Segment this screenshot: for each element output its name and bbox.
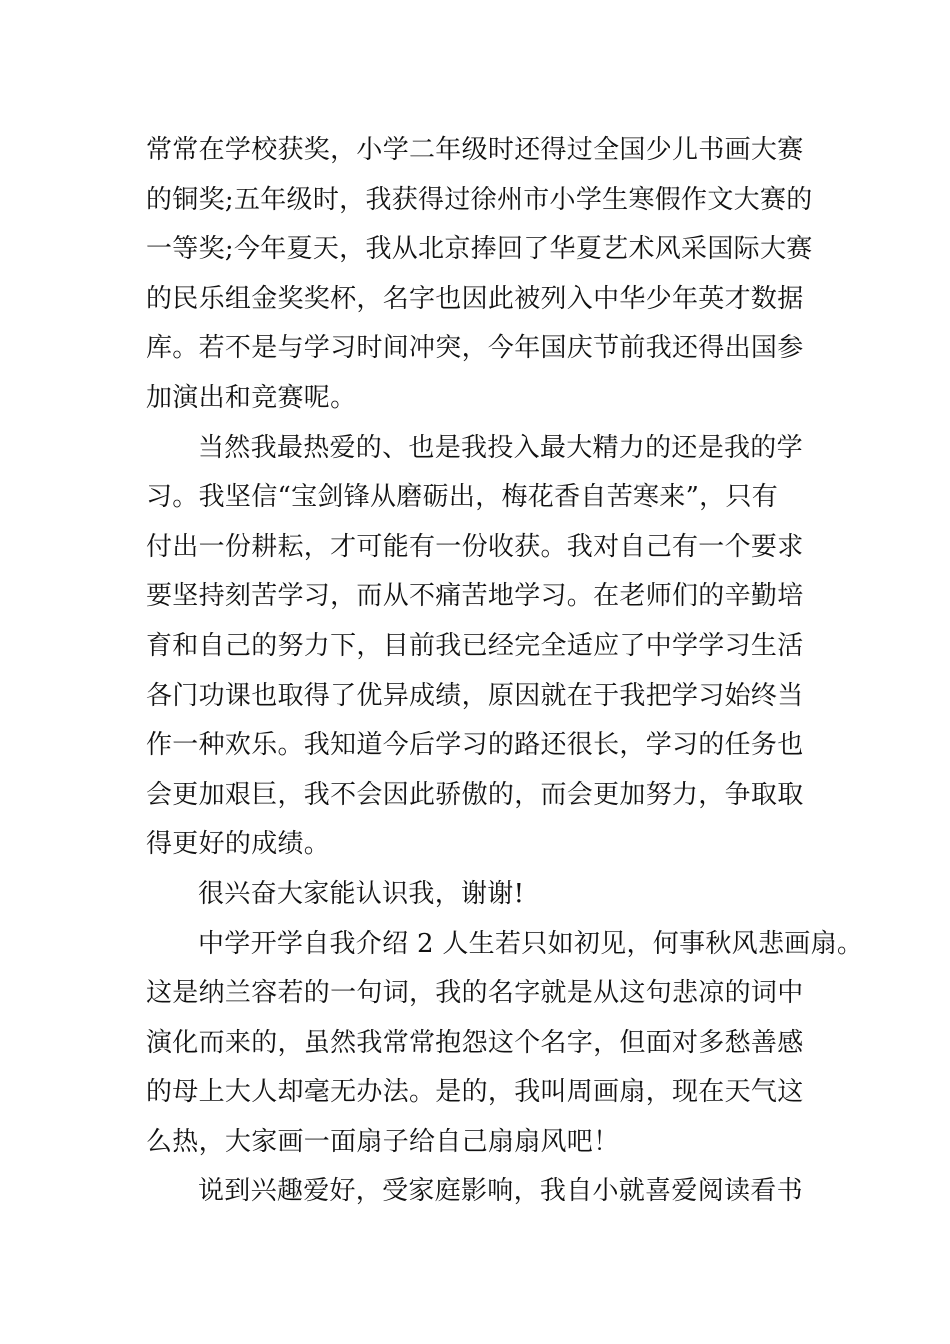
- text-line-12: 各门功课也取得了优异成绩，原因就在于我把学习始终当: [146, 680, 804, 711]
- text-line-6: 加演出和竞赛呢。: [146, 382, 357, 413]
- text-line-8: 习。我坚信“宝剑锋从磨砺出，梅花香自苦寒来”，只有: [146, 482, 779, 513]
- text-line-14: 会更加艰巨，我不会因此骄傲的，而会更加努力，争取取: [146, 779, 804, 810]
- text-line-7: 当然我最热爱的、也是我投入最大精力的还是我的学: [198, 432, 803, 463]
- text-line-15: 得更好的成绩。: [146, 829, 331, 860]
- text-line-2: 的铜奖;五年级时，我获得过徐州市小学生寒假作文大赛的: [146, 184, 813, 215]
- text-line-1: 常常在学校获奖，小学二年级时还得过全国少儿书画大赛: [146, 135, 804, 165]
- text-line-3: 一等奖;今年夏天，我从北京捧回了华夏艺术风采国际大赛: [146, 234, 813, 265]
- text-line-4: 的民乐组金奖奖杯，名字也因此被列入中华少年英才数据: [146, 283, 804, 314]
- text-line-13: 作一种欢乐。我知道今后学习的路还很长，学习的任务也: [146, 730, 804, 761]
- text-line-18: 这是纳兰容若的一句词，我的名字就是从这句悲凉的词中: [146, 978, 804, 1009]
- text-line-10: 要坚持刻苦学习，而从不痛苦地学习。在老师们的辛勤培: [146, 581, 804, 612]
- text-line-21: 么热，大家画一面扇子给自己扇扇风吧！: [146, 1126, 620, 1157]
- text-line-19: 演化而来的，虽然我常常抱怨这个名字，但面对多愁善感: [146, 1027, 804, 1058]
- text-line-11: 育和自己的努力下，目前我已经完全适应了中学学习生活: [146, 630, 804, 661]
- text-line-5: 库。若不是与学习时间冲突，今年国庆节前我还得出国参: [146, 333, 804, 364]
- text-line-17: 中学开学自我介绍 2 人生若只如初见，何事秋风悲画扇。: [198, 928, 864, 959]
- text-line-16: 很兴奋大家能认识我，谢谢!: [198, 878, 525, 909]
- text-line-20: 的母上大人却毫无办法。是的，我叫周画扇，现在天气这: [146, 1077, 804, 1108]
- text-line-22: 说到兴趣爱好，受家庭影响，我自小就喜爱阅读看书: [198, 1176, 803, 1207]
- text-line-9: 付出一份耕耘，才可能有一份收获。我对自己有一个要求: [146, 531, 804, 562]
- document-body: [146, 126, 864, 1217]
